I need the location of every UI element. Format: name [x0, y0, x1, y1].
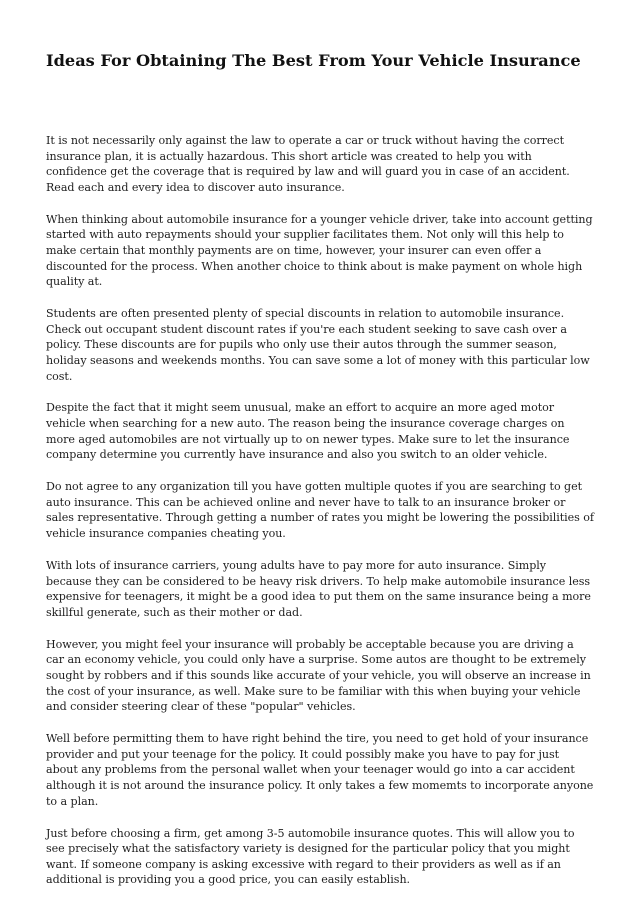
- document-title: Ideas For Obtaining The Best From Your Vehicle Insurance: [46, 51, 581, 70]
- paragraph-1: It is not necessarily only against the law to operate a car or truck without having the correct insurance plan, it is actually hazardous. This short article was created to help you with confidence get the coverage that is required by law and will guard you in case of an accident. Read each and every idea to discover auto insurance.: [46, 134, 570, 194]
- paragraph-6: With lots of insurance carriers, young adults have to pay more for auto insurance. Simply because they can be considered to be heavy risk drivers. To help make automobile insurance less expensive for teenagers, it might be a good idea to put them on the same insurance being a more skillful generate, such as their mother or dad.: [46, 559, 591, 619]
- paragraph-8: Well before permitting them to have right behind the tire, you need to get hold of your insurance provider and put your teenage for the policy. It could possibly make you have to pay for just about any problems from the personal wallet when your teenager would go into a car accident although it is not around the insurance policy. It only takes a few momemts to incorporate anyone to a plan.: [46, 732, 594, 808]
- paragraph-3: Students are often presented plenty of special discounts in relation to automobile insurance. Check out occupant student discount rates if you're each student seeking to save cash over a policy. These discounts are for pupils who only use their autos through the summer season, holiday seasons and weekends months. You can save some a lot of money with this particular low cost.: [46, 307, 590, 383]
- paragraph-5: Do not agree to any organization till you have gotten multiple quotes if you are searching to get auto insurance. This can be achieved online and never have to talk to an insurance broker or sales representative. Through getting a number of rates you might be lowering the possibilities of vehicle insurance companies cheating you.: [46, 480, 594, 541]
- document-page: [46, 0, 594, 903]
- paragraph-9: Just before choosing a firm, get among 3-5 automobile insurance quotes. This will allow you to see precisely what the satisfactory variety is designed for the particular policy that you might want. If someone company is asking excessive with regard to their providers as well as if an additional is providing you a good price, you can easily establish.: [46, 826, 575, 887]
- paragraph-4: Despite the fact that it might seem unusual, make an effort to acquire an more aged motor vehicle when searching for a new auto. The reason being the insurance coverage charges on more aged automobiles are not virtually up to on newer types. Make sure to let the insurance company determine you currently have insurance and also you switch to an older vehicle.: [46, 401, 570, 462]
- document-body: [46, 133, 594, 904]
- paragraph-2: When thinking about automobile insurance for a younger vehicle driver, take into account getting started with auto repayments should your supplier facilitates them. Not only will this help to make certain that monthly payments are on time, however, your insurer can even offer a discounted for the process. When another choice to think about is make payment on whole high quality at.: [46, 212, 593, 289]
- paragraph-7: However, you might feel your insurance will probably be acceptable because you are driving a car an economy vehicle, you could only have a surprise. Some autos are thought to be extremely sought by robbers and if this sounds like accurate of your vehicle, you will observe an increase in the cost of your insurance, as well. Make sure to be familiar with this when buying your vehicle and consider steering clear of these "popular" vehicles.: [46, 637, 591, 714]
